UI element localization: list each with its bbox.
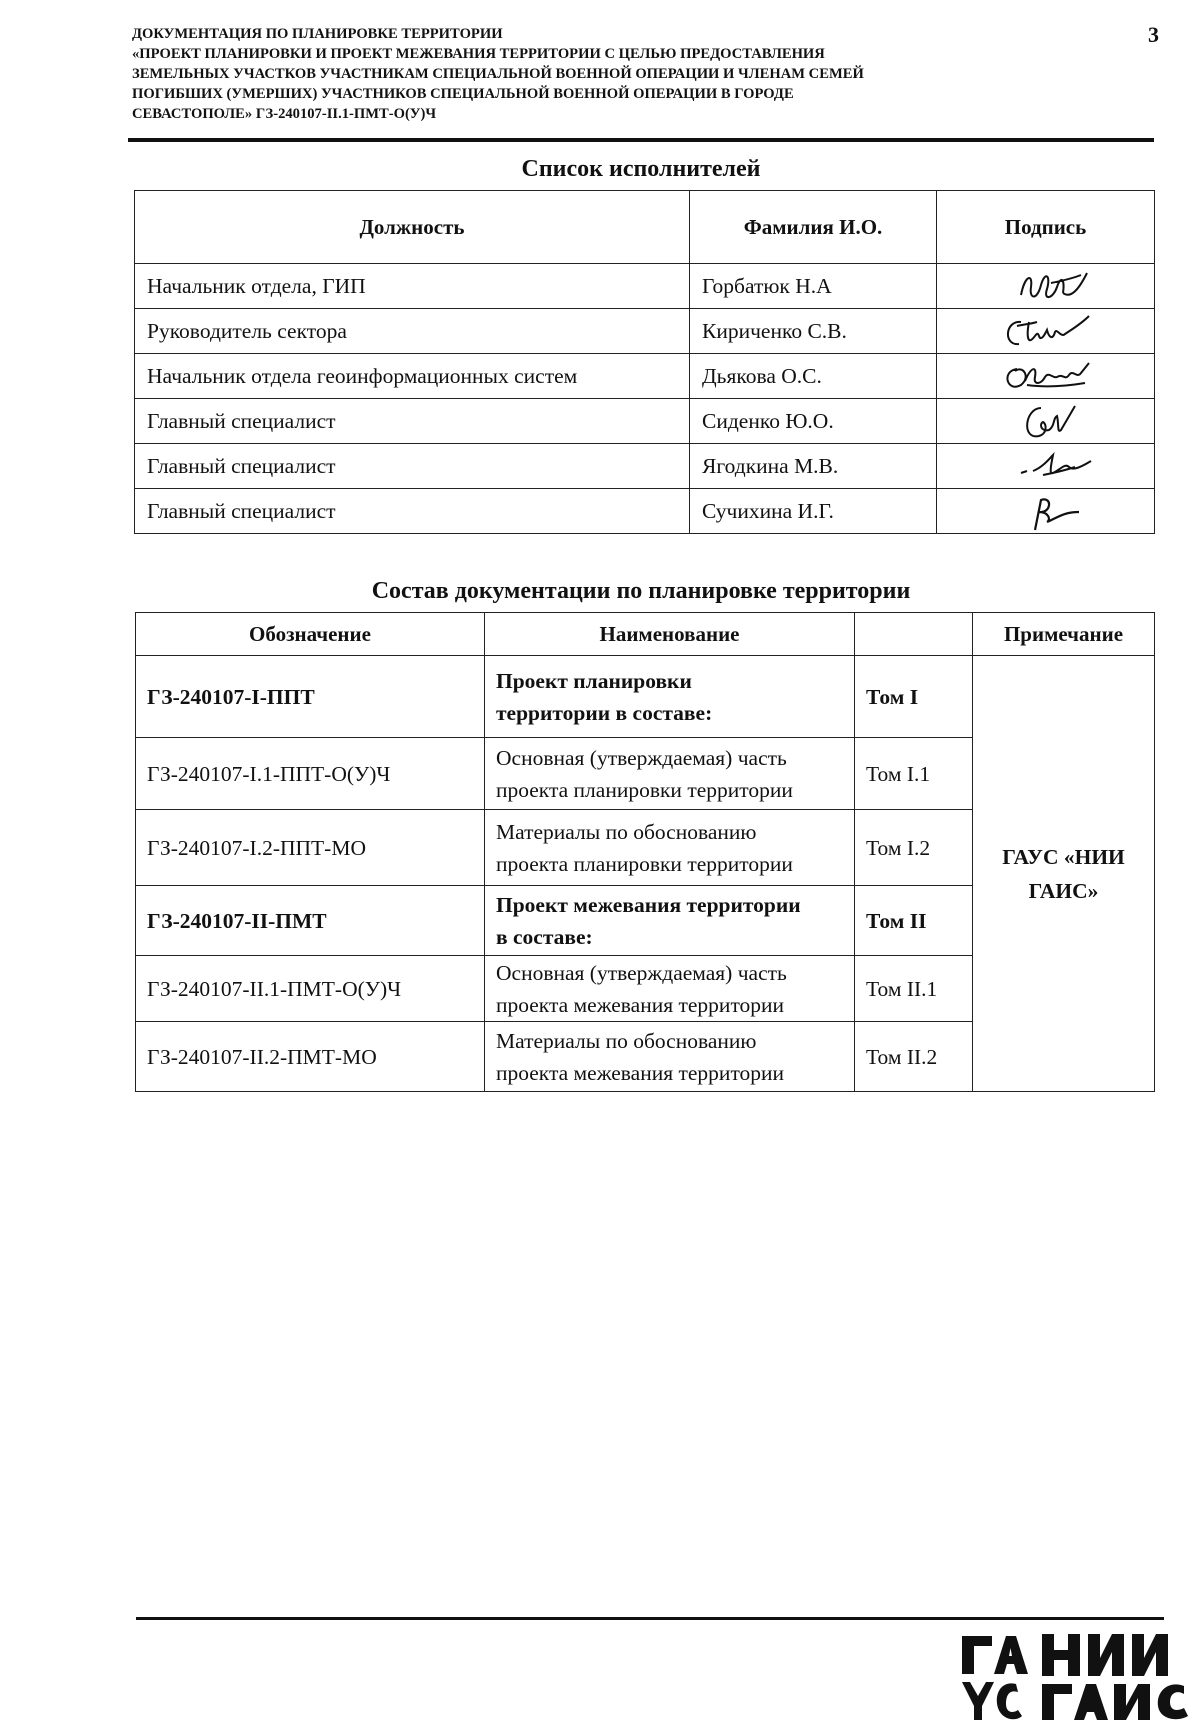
table-row (136, 656, 1155, 738)
position-cell: Главный специалист (135, 399, 690, 444)
code-cell: ГЗ-240107-I.2-ППТ-МО (136, 810, 485, 886)
code-cell: ГЗ-240107-II-ПМТ (136, 886, 485, 956)
volume-cell: Том I.1 (855, 738, 973, 810)
col-header-note: Примечание (973, 613, 1155, 656)
code-cell: ГЗ-240107-I.1-ППТ-О(У)Ч (136, 738, 485, 810)
title-line: территории в составе: (496, 700, 713, 725)
table-row (135, 264, 1155, 309)
name-cell: Кириченко С.В. (690, 309, 937, 354)
title-cell (485, 738, 855, 810)
note-line: ГАИС» (1028, 878, 1099, 903)
position-cell: Начальник отдела геоинформационных систем (135, 354, 690, 399)
name-cell: Сучихина И.Г. (690, 489, 937, 534)
composition-title: Состав документации по планировке территории (371, 578, 911, 604)
table-row (135, 309, 1155, 354)
signature-cell (937, 399, 1155, 444)
signature-icon (991, 265, 1101, 307)
note-line: ГАУС «НИИ (1002, 844, 1125, 869)
col-header-volume (855, 613, 973, 656)
name-cell: Дьякова О.С. (690, 354, 937, 399)
title-line: в составе: (496, 924, 593, 949)
document-header (132, 24, 1052, 124)
executors-header-row (135, 191, 1155, 264)
title-line: Проект межевания территории (496, 892, 801, 917)
table-row (135, 399, 1155, 444)
signature-icon (991, 445, 1101, 487)
footer-divider (136, 1617, 1164, 1620)
title-line: Основная (утверждаемая) часть (496, 960, 787, 985)
header-line-3: ЗЕМЕЛЬНЫХ УЧАСТКОВ УЧАСТНИКАМ СПЕЦИАЛЬНОЙ ВОЕННОЙ ОПЕРАЦИИ И ЧЛЕНАМ СЕМЕЙ (132, 66, 864, 82)
executors-table (134, 190, 1155, 534)
volume-cell: Том II.2 (855, 1022, 973, 1092)
signature-icon (991, 400, 1101, 442)
code-cell: ГЗ-240107-II.2-ПМТ-МО (136, 1022, 485, 1092)
signature-cell (937, 444, 1155, 489)
title-line: Материалы по обоснованию (496, 819, 757, 844)
signature-icon (991, 490, 1101, 532)
header-line-5: СЕВАСТОПОЛЕ» ГЗ-240107-II.1-ПМТ-О(У)Ч (132, 106, 437, 122)
volume-cell: Том II (855, 886, 973, 956)
composition-table (135, 612, 1155, 1092)
col-header-name: Фамилия И.О. (690, 191, 937, 264)
gaus-nii-gais-logo-icon (956, 1626, 1196, 1720)
header-line-1: ДОКУМЕНТАЦИЯ ПО ПЛАНИРОВКЕ ТЕРРИТОРИИ (132, 26, 503, 42)
signature-cell (937, 309, 1155, 354)
header-line-2: «ПРОЕКТ ПЛАНИРОВКИ И ПРОЕКТ МЕЖЕВАНИЯ ТЕРРИТОРИИ С ЦЕЛЬЮ ПРЕДОСТАВЛЕНИЯ (132, 46, 825, 62)
signature-cell (937, 264, 1155, 309)
note-cell (973, 656, 1155, 1092)
col-header-code: Обозначение (136, 613, 485, 656)
title-cell (485, 956, 855, 1022)
header-line-4: ПОГИБШИХ (УМЕРШИХ) УЧАСТНИКОВ СПЕЦИАЛЬНОЙ ВОЕННОЙ ОПЕРАЦИИ В ГОРОДЕ (132, 86, 794, 102)
table-row (135, 444, 1155, 489)
col-header-title: Наименование (485, 613, 855, 656)
volume-cell: Том I (855, 656, 973, 738)
title-cell (485, 886, 855, 956)
col-header-signature: Подпись (937, 191, 1155, 264)
signature-icon (981, 310, 1111, 352)
volume-cell: Том I.2 (855, 810, 973, 886)
title-line: Основная (утверждаемая) часть (496, 745, 787, 770)
position-cell: Главный специалист (135, 444, 690, 489)
name-cell: Горбатюк Н.А (690, 264, 937, 309)
organization-logo (956, 1626, 1196, 1720)
title-line: Проект планировки (496, 668, 692, 693)
name-cell: Ягодкина М.В. (690, 444, 937, 489)
title-line: проекта межевания территории (496, 992, 785, 1017)
header-divider (128, 138, 1154, 142)
composition-header-row (136, 613, 1155, 656)
volume-cell: Том II.1 (855, 956, 973, 1022)
position-cell: Руководитель сектора (135, 309, 690, 354)
code-cell: ГЗ-240107-I-ППТ (136, 656, 485, 738)
title-line: Материалы по обоснованию (496, 1028, 757, 1053)
position-cell: Начальник отдела, ГИП (135, 264, 690, 309)
position-cell: Главный специалист (135, 489, 690, 534)
title-cell (485, 1022, 855, 1092)
title-line: проекта планировки территории (496, 851, 793, 876)
executors-title: Список исполнителей (521, 156, 761, 182)
page-number: 3 (1148, 22, 1159, 47)
table-row (135, 354, 1155, 399)
name-cell: Сиденко Ю.О. (690, 399, 937, 444)
table-row (135, 489, 1155, 534)
title-line: проекта планировки территории (496, 777, 793, 802)
signature-cell (937, 354, 1155, 399)
title-line: проекта межевания территории (496, 1060, 785, 1085)
col-header-position: Должность (135, 191, 690, 264)
title-cell (485, 810, 855, 886)
signature-cell (937, 489, 1155, 534)
code-cell: ГЗ-240107-II.1-ПМТ-О(У)Ч (136, 956, 485, 1022)
title-cell (485, 656, 855, 738)
signature-icon (981, 355, 1111, 397)
